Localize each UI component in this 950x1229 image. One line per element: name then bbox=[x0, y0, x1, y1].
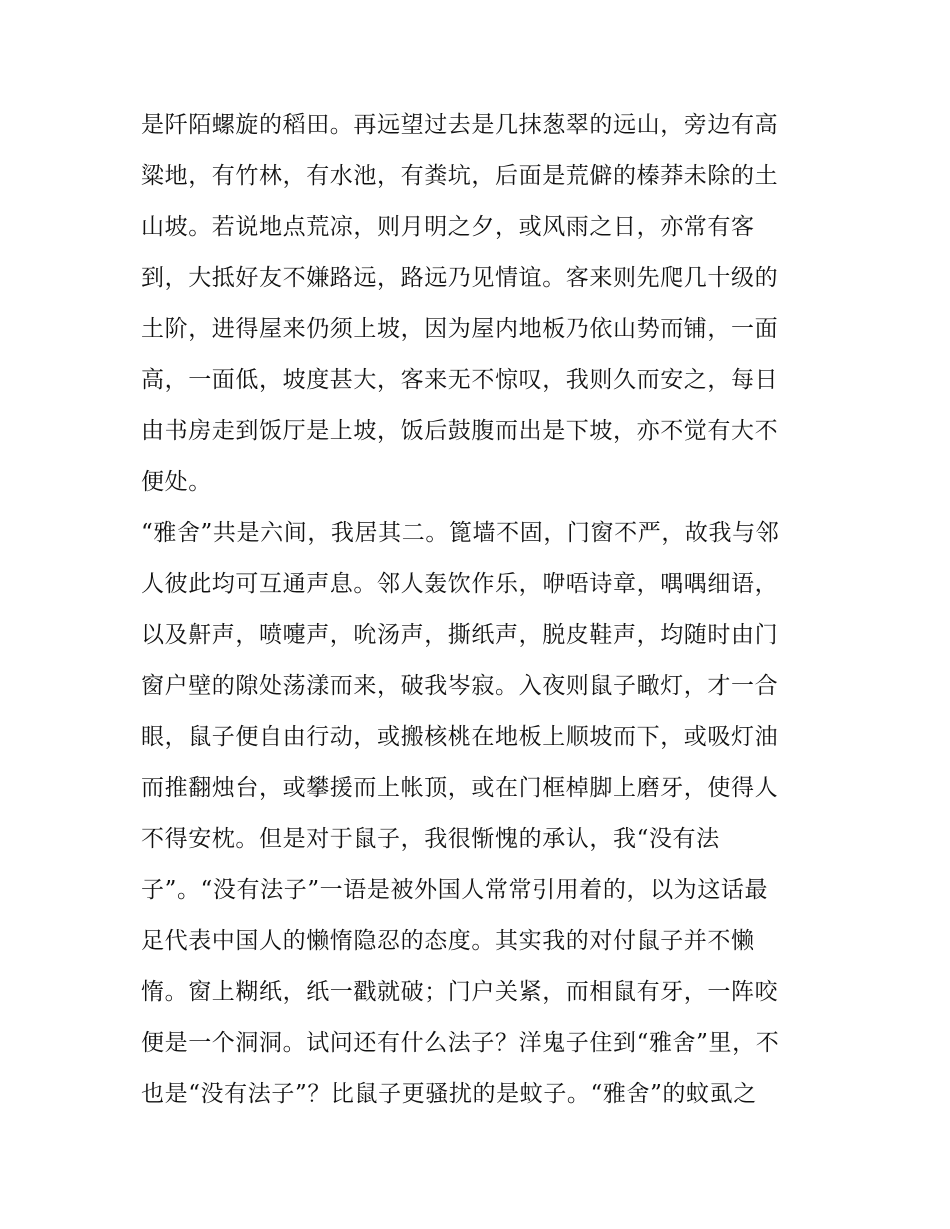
text-line: 便是一个洞洞。试问还有什么法子？洋鬼子住到“雅舍”里，不 bbox=[141, 1030, 780, 1056]
text-line: 也是“没有法子”？比鼠子更骚扰的是蚊子。“雅舍”的蚊虱之 bbox=[141, 1081, 757, 1107]
text-line: 由书房走到饭厅是上坡，饭后鼓腹而出是下坡，亦不觉有大不 bbox=[141, 418, 779, 444]
text-line: 以及鼾声，喷嚏声，吮汤声，撕纸声，脱皮鞋声，均随时由门 bbox=[141, 622, 779, 648]
text-line: 眼，鼠子便自由行动，或搬核桃在地板上顺坡而下，或吸灯油 bbox=[141, 724, 779, 750]
body-text bbox=[141, 100, 821, 1120]
text-line: 土阶，进得屋来仍须上坡，因为屋内地板乃依山势而铺，一面 bbox=[141, 316, 779, 342]
text-line: 山坡。若说地点荒凉，则月明之夕，或风雨之日，亦常有客 bbox=[141, 214, 755, 240]
text-line: 便处。 bbox=[141, 469, 212, 495]
text-line: 是阡陌螺旋的稻田。再远望过去是几抹葱翠的远山，旁边有高 bbox=[141, 112, 779, 138]
text-line: 人彼此均可互通声息。邻人轰饮作乐，咿唔诗章，喁喁细语， bbox=[141, 571, 779, 597]
text-line: 不得安枕。但是对于鼠子，我很惭愧的承认，我“没有法 bbox=[141, 826, 720, 852]
text-line: 高，一面低，坡度甚大，客来无不惊叹，我则久而安之，每日 bbox=[141, 367, 779, 393]
text-line: 而推翻烛台，或攀援而上帐顶，或在门框棹脚上磨牙，使得人 bbox=[141, 775, 779, 801]
text-line: 惰。窗上糊纸，纸一戳就破；门户关紧，而相鼠有牙，一阵咬 bbox=[141, 979, 779, 1005]
text-line: “雅舍”共是六间，我居其二。篦墙不固，门窗不严，故我与邻 bbox=[141, 520, 780, 546]
text-line: 窗户壁的隙处荡漾而来，破我岑寂。入夜则鼠子瞰灯，才一合 bbox=[141, 673, 779, 699]
text-line: 到，大抵好友不嫌路远，路远乃见情谊。客来则先爬几十级的 bbox=[141, 265, 779, 291]
text-line: 子”。“没有法子”一语是被外国人常常引用着的，以为这话最 bbox=[141, 877, 769, 903]
text-line: 粱地，有竹林，有水池，有粪坑，后面是荒僻的榛莽未除的土 bbox=[141, 163, 779, 189]
text-line: 足代表中国人的懒惰隐忍的态度。其实我的对付鼠子并不懒 bbox=[141, 928, 755, 954]
